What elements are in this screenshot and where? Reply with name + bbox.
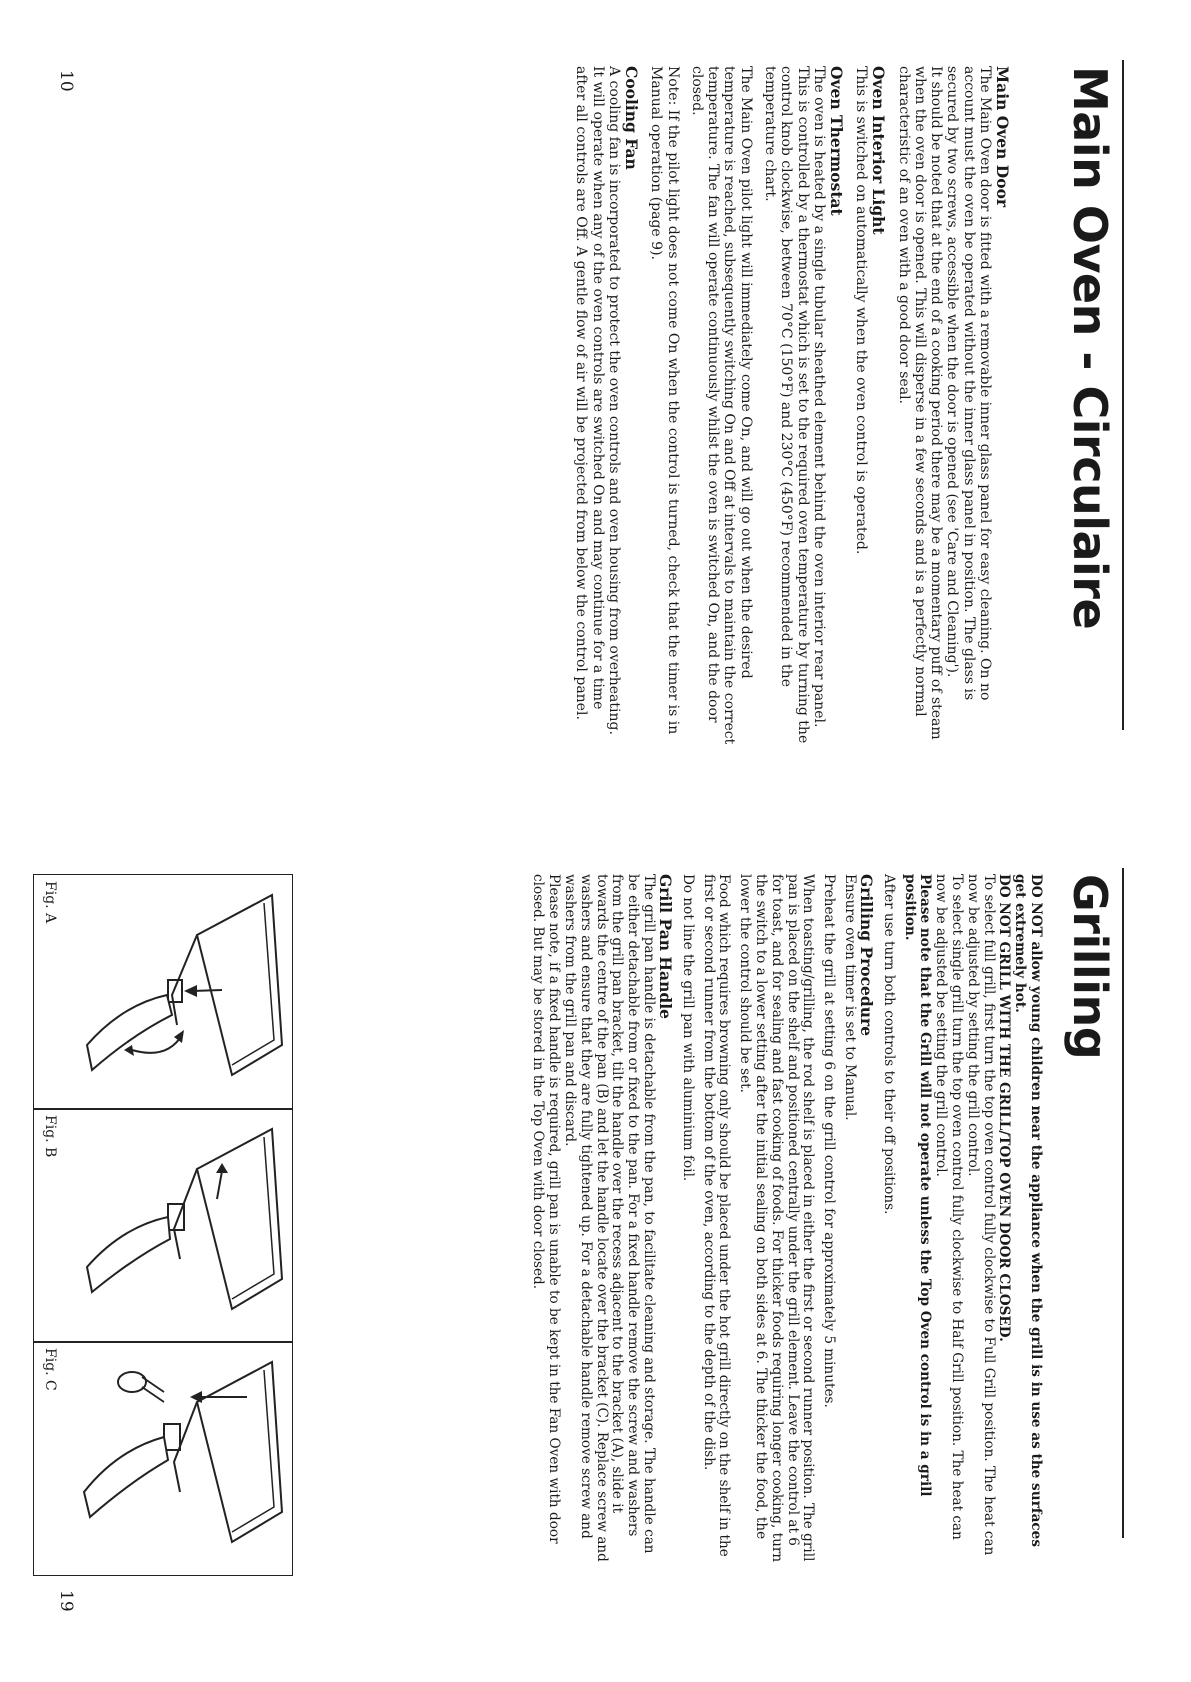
paragraph: The oven is heated by a single tubular sheathed element behind the oven interior rear panel. This is controlled by a thermostat which is set to the required oven temperature by turning the control knob clockwise, between 70°C (150°F) and 230°C (450°F) recommended in the temperature chart. xyxy=(762,66,827,744)
warning-text: DO NOT GRILL WITH THE GRILL/TOP OVEN DOOR CLOSED. xyxy=(996,874,1013,1342)
section-heading-cooling-fan: Cooling Fan xyxy=(621,66,641,170)
grill-position-note: Please note that the Grill will not operate unless the Top Oven control is in a grill position. xyxy=(901,874,934,1497)
right-page-title: Grilling xyxy=(1063,874,1117,1060)
paragraph: The grill pan handle is detachable from the pan, to facilitate cleaning and storage. The handle can be either detachable from or fixed to the pan. For a fixed handle remove the screw and washers from the grill pan bracket, tilt the handle over the recess adjacent to the bracket (A), slide it towards the centre of the pan (B) and let the handle locate over the bracket (C). Replace screw and washers and ensure that they are fully tightened up. For a detachable handle remove screw and washers from the grill pan and discard. xyxy=(562,874,658,1562)
paragraph: After use turn both controls to their off positions. xyxy=(880,874,897,1215)
figure-caption-b: Fig. B xyxy=(42,1115,58,1158)
left-text-column xyxy=(565,66,1011,746)
paragraph: This is switched on automatically when the oven control is operated. xyxy=(853,66,870,555)
right-title-rule xyxy=(1122,868,1124,1538)
paragraph: Ensure oven timer is set to Manual. xyxy=(842,874,859,1121)
right-page-number: 19 xyxy=(56,1590,76,1612)
paragraph: A cooling fan is incorporated to protect the oven controls and oven housing from overheating. It will operate when any of the oven controls are switched On and may continue for a time after all controls are Off. A gentle flow of air will be projected from below the control panel. xyxy=(573,66,622,735)
left-page-number: 10 xyxy=(56,70,76,92)
paragraph: It should be noted that at the end of a cooking period there may be a momentary puff of steam when the oven door is opened. This will disperse in a few seconds and is a perfectly normal characteristic of an oven with a good door seal. xyxy=(895,66,945,740)
paragraph: Food which requires browning only should be placed under the hot grill directly on the shelf in the first or second runner from the bottom of the oven, according to the depth of the dish. xyxy=(700,874,733,1557)
section-heading-oven-thermostat: Oven Thermostat xyxy=(826,66,846,216)
figure-a xyxy=(34,875,292,1108)
section-heading-grill-pan-handle: Grill Pan Handle xyxy=(656,874,676,1019)
section-heading-main-oven-door: Main Oven Door xyxy=(993,66,1012,208)
figure-caption-c: Fig. C xyxy=(42,1348,58,1391)
grill-pan-handle-figures xyxy=(33,874,293,1576)
figure-caption-a: Fig. A xyxy=(42,881,58,924)
left-page-title: Main Oven - Circulaire xyxy=(1063,66,1117,630)
paragraph: Note: If the pilot light does not come On when the control is turned, check that the timer is in Manual operation (page 9). xyxy=(648,66,681,735)
section-heading-grilling-procedure: Grilling Procedure xyxy=(857,874,877,1037)
figure-b xyxy=(34,1109,292,1341)
section-heading-oven-interior-light: Oven Interior Light xyxy=(869,66,889,235)
paragraph: The Main Oven pilot light will immediately come On, and will go out when the desired temperature is reached, subsequently switching On and Off at intervals to maintain the correct temperature. The fan will operate continuously whilst the oven is switched On, and the door closed. xyxy=(688,66,754,745)
paragraph: The Main Oven door is fitted with a removable inner glass panel for easy cleaning. On no account must the oven be operated without the inner glass panel in position. The glass is secured by two screws, accessible when the door is opened (see 'Care and Cleaning'). xyxy=(944,66,993,701)
fig-b-illustration xyxy=(64,1109,292,1341)
left-title-rule xyxy=(1122,60,1124,730)
warning-text: DO NOT allow young children near the appliance when the grill is in use as the surfaces get extremely hot. xyxy=(1012,874,1044,1547)
fig-c-illustration xyxy=(64,1342,292,1575)
right-text-column xyxy=(530,874,1043,1564)
figure-c xyxy=(34,1342,292,1575)
paragraph: Please note, if a fixed handle is required, grill pan is unable to be kept in the Fan Oven with door closed. But may be stored in the Top Oven with door closed. xyxy=(530,874,563,1544)
paragraph: Do not line the grill pan with aluminium foil. xyxy=(679,874,696,1182)
paragraph: Preheat the grill at setting 6 on the grill control for approximately 5 minutes. xyxy=(821,874,838,1408)
paragraph: To select single grill turn the top oven control fully clockwise to Half Grill position. The heat can now be adjusted be setting the grill control. xyxy=(933,874,966,1540)
paragraph: When toasting/grilling, the rod shelf is placed in either the first or second runner position. The grill pan is placed on the shelf and positioned centrally under the grill element. Leave the control at 6 for toast, and for sealing and fast cooking of foods. For thicker foods requiring longer cooking, turn the switch to a lower setting after the initial sealing on both sides at 6. The thicker the food, the lower the control should be set. xyxy=(737,874,817,1563)
fig-a-illustration xyxy=(64,875,292,1108)
paragraph: To select full grill, first turn the top oven control fully clockwise to Full Grill position. The heat can now be adjusted by setting the grill control. xyxy=(964,874,997,1556)
